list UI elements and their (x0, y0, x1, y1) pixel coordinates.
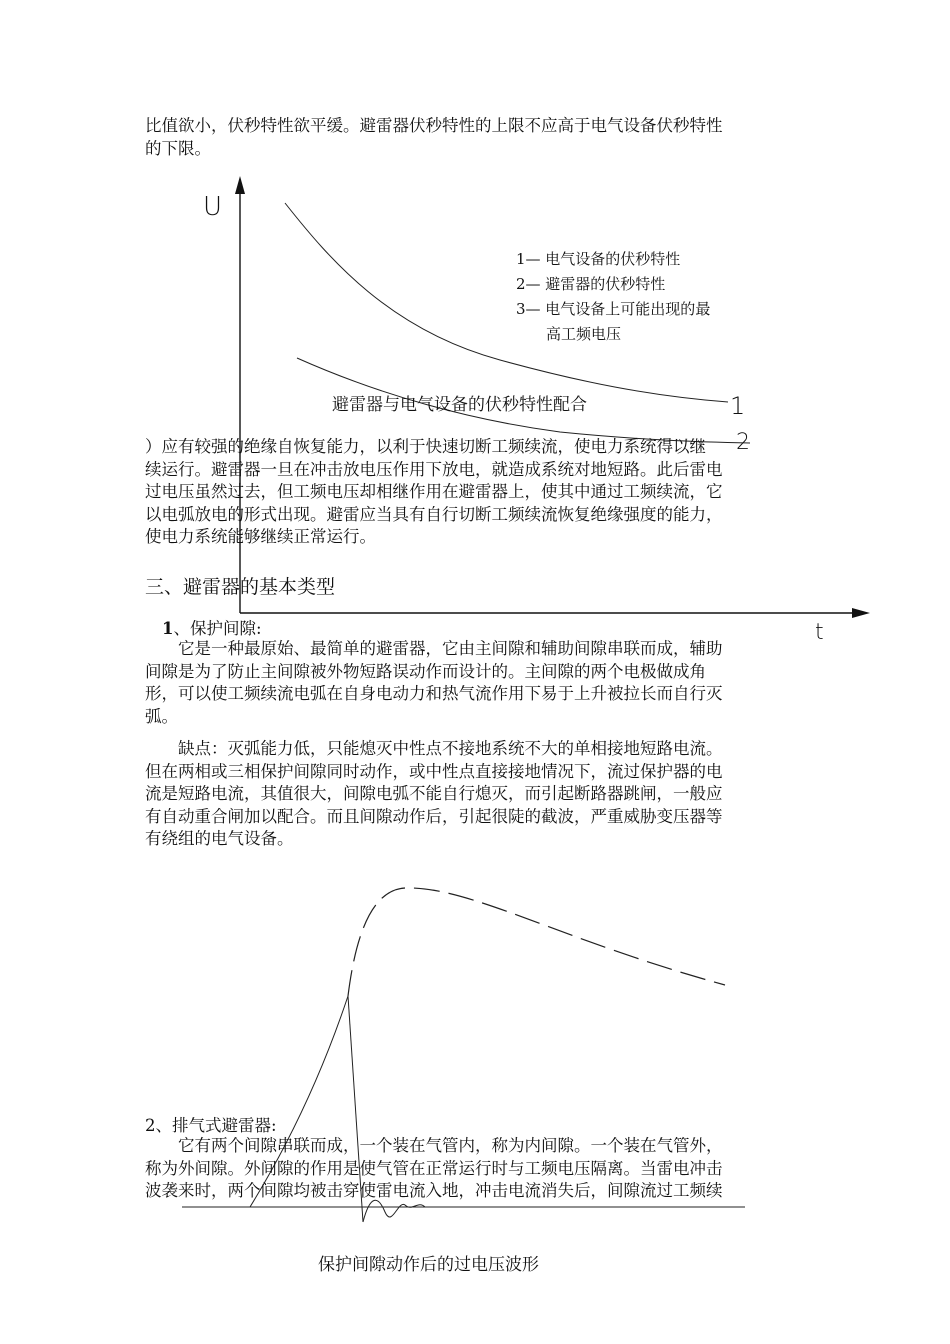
figure2-caption: 保护间隙动作后的过电压波形 (318, 1255, 539, 1275)
legend-item: 1— 电气设备的伏秒特性 (516, 250, 681, 268)
subsection-1-number: 1 (162, 619, 174, 638)
sub2-line: 称为外间隙。外间隙的作用是使气管在正常运行时与工频电压隔离。当雷电冲击 (145, 1158, 723, 1178)
sub2-line: 它有两个间隙串联而成，一个装在气管内，称为内间隙。一个装在气管外， (178, 1136, 723, 1155)
recovery-line: ）应有较强的绝缘自恢复能力，以利于快速切断工频续流，使电力系统得以继 (145, 437, 706, 456)
sub1-line: 流是短路电流，其值很大，间隙电弧不能自行熄灭，而引起断路器跳闸，一般应 (145, 784, 723, 803)
y-axis-label: U (203, 192, 223, 222)
recovery-line: 使电力系统能够继续正常运行。 (145, 527, 376, 546)
intro-line: 的下限。 (145, 138, 211, 158)
sub1-line: 间隙是为了防止主间隙被外物短路误动作而设计的。主间隙的两个电极做成角 (145, 661, 706, 681)
sub1-line: 缺点：灭弧能力低，只能熄灭中性点不接地系统不大的单相接地短路电流。 (178, 739, 723, 758)
sub1-line: 但在两相或三相保护间隙同时动作，或中性点直接接地情况下，流过保护器的电 (145, 761, 723, 781)
subsection-1-title: 、保护间隙: (173, 619, 262, 638)
intro-line: 比值欲小，伏秒特性欲平缓。避雷器伏秒特性的上限不应高于电气设备伏秒特性 (145, 116, 723, 135)
sub1-line: 有自动重合闸加以配合。而且间隙动作后，引起很陡的截波，严重威胁变压器等 (145, 806, 723, 826)
subsection-2-heading: 2、排气式避雷器: (145, 1116, 277, 1135)
curve-label-2: 2 (736, 430, 750, 455)
sub1-line: 形，可以使工频续流电弧在自身电动力和热气流作用下易于上升被拉长而自行灭 (145, 684, 723, 703)
recovery-line: 续运行。避雷器一旦在冲击放电压作用下放电，就造成系统对地短路。此后雷电 (145, 459, 723, 479)
legend-item: 3— 电气设备上可能出现的最 (516, 300, 711, 318)
section-heading: 三、避雷器的基本类型 (145, 576, 336, 598)
x-axis-label: t (815, 620, 824, 645)
sub1-line: 弧。 (145, 706, 178, 726)
recovery-line: 以电弧放电的形式出现。避雷应当具有自行切断工频续流恢复绝缘强度的能力， (145, 504, 723, 524)
figure1-caption: 避雷器与电气设备的伏秒特性配合 (332, 395, 587, 415)
recovery-line: 过电压虽然过去，但工频电压却相继作用在避雷器上，使其中通过工频续流，它 (145, 482, 723, 501)
sub1-line: 它是一种最原始、最简单的避雷器，它由主间隙和辅助间隙串联而成，辅助 (178, 639, 723, 658)
sub2-paragraph (145, 1135, 813, 1203)
legend-item: 高工频电压 (546, 325, 622, 343)
legend-item: 2— 避雷器的伏秒特性 (516, 275, 666, 293)
waveform-oscillation (363, 1200, 425, 1222)
sub2-line: 波袭来时，两个间隙均被击穿使雷电流入地，冲击电流消失后，间隙流过工频续 (145, 1181, 723, 1200)
curve-label-1: 1 (730, 392, 746, 420)
sub1-line: 有绕组的电气设备。 (145, 829, 294, 848)
waveform-dashed-tail (348, 888, 725, 996)
